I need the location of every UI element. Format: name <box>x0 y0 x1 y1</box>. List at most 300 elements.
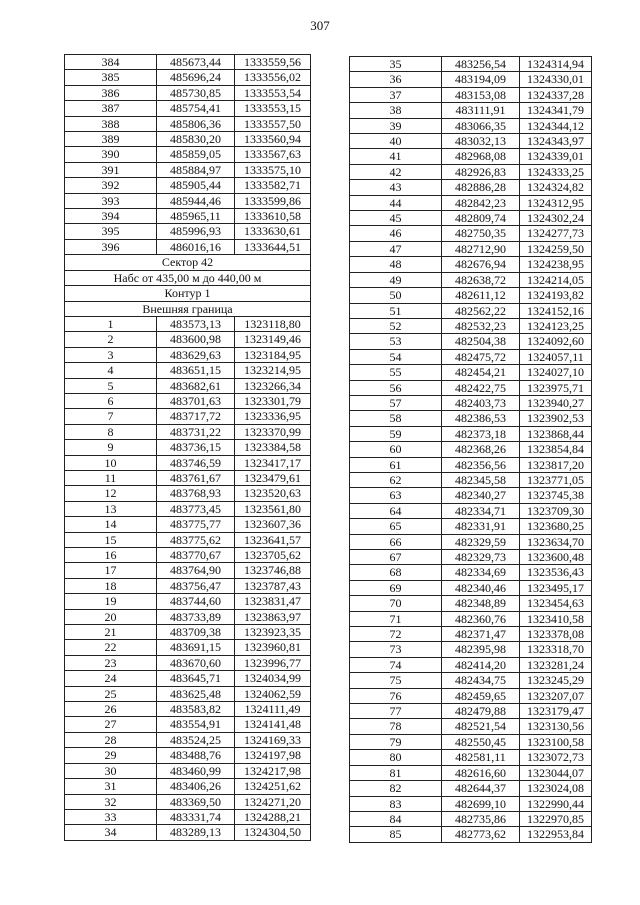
point-number-cell: 57 <box>350 395 442 410</box>
x-coordinate-cell: 483289,13 <box>157 825 235 840</box>
y-coordinate-cell: 1323378,08 <box>520 627 592 642</box>
point-number-cell: 27 <box>65 717 157 732</box>
y-coordinate-cell: 1324214,05 <box>520 272 592 287</box>
point-number-cell: 11 <box>65 470 157 485</box>
y-coordinate-cell: 1324304,50 <box>235 825 311 840</box>
table-row <box>350 550 592 565</box>
x-coordinate-cell: 482345,58 <box>442 472 520 487</box>
point-number-cell: 29 <box>65 748 157 763</box>
table-row <box>65 825 311 840</box>
table-row <box>350 118 592 133</box>
table-row <box>65 809 311 824</box>
x-coordinate-cell: 482699,10 <box>442 796 520 811</box>
table-row <box>350 657 592 672</box>
y-coordinate-cell: 1324141,48 <box>235 717 311 732</box>
y-coordinate-cell: 1323281,24 <box>520 657 592 672</box>
table-row <box>65 625 311 640</box>
table-row <box>350 488 592 503</box>
point-number-cell: 40 <box>350 134 442 149</box>
point-number-cell: 54 <box>350 349 442 364</box>
x-coordinate-cell: 482434,75 <box>442 673 520 688</box>
point-number-cell: 77 <box>350 704 442 719</box>
table-row <box>65 424 311 439</box>
table-row <box>350 688 592 703</box>
point-number-cell: 35 <box>350 57 442 72</box>
y-coordinate-cell: 1324027,10 <box>520 365 592 380</box>
table-row <box>65 409 311 424</box>
table-row <box>350 642 592 657</box>
point-number-cell: 84 <box>350 811 442 826</box>
x-coordinate-cell: 482329,73 <box>442 550 520 565</box>
y-coordinate-cell: 1323024,08 <box>520 781 592 796</box>
point-number-cell: 62 <box>350 472 442 487</box>
point-number-cell: 8 <box>65 424 157 439</box>
x-coordinate-cell: 482638,72 <box>442 272 520 287</box>
point-number-cell: 61 <box>350 457 442 472</box>
x-coordinate-cell: 483768,93 <box>157 486 235 501</box>
y-coordinate-cell: 1333560,94 <box>235 132 311 147</box>
point-number-cell: 74 <box>350 657 442 672</box>
table-row <box>65 501 311 516</box>
point-number-cell: 44 <box>350 195 442 210</box>
x-coordinate-cell: 483583,82 <box>157 702 235 717</box>
contour-title: Контур 1 <box>65 286 311 301</box>
y-coordinate-cell: 1324057,11 <box>520 349 592 364</box>
y-coordinate-cell: 1324330,01 <box>520 72 592 87</box>
point-number-cell: 10 <box>65 455 157 470</box>
x-coordinate-cell: 483651,15 <box>157 363 235 378</box>
point-number-cell: 25 <box>65 686 157 701</box>
table-row <box>65 101 311 116</box>
x-coordinate-cell: 485806,36 <box>157 116 235 131</box>
y-coordinate-cell: 1323960,81 <box>235 640 311 655</box>
point-number-cell: 33 <box>65 809 157 824</box>
y-coordinate-cell: 1322990,44 <box>520 796 592 811</box>
x-coordinate-cell: 483600,98 <box>157 332 235 347</box>
table-row <box>350 704 592 719</box>
x-coordinate-cell: 482750,35 <box>442 226 520 241</box>
point-number-cell: 58 <box>350 411 442 426</box>
table-row <box>350 750 592 765</box>
table-row <box>65 393 311 408</box>
point-number-cell: 34 <box>65 825 157 840</box>
table-row <box>65 147 311 162</box>
table-row <box>65 116 311 131</box>
table-row <box>65 702 311 717</box>
table-row <box>350 503 592 518</box>
x-coordinate-cell: 483625,48 <box>157 686 235 701</box>
x-coordinate-cell: 483111,91 <box>442 103 520 118</box>
table-row <box>350 272 592 287</box>
point-number-cell: 68 <box>350 565 442 580</box>
y-coordinate-cell: 1324259,50 <box>520 241 592 256</box>
point-number-cell: 82 <box>350 781 442 796</box>
x-coordinate-cell: 482356,56 <box>442 457 520 472</box>
y-coordinate-cell: 1324288,21 <box>235 809 311 824</box>
x-coordinate-cell: 482676,94 <box>442 257 520 272</box>
y-coordinate-cell: 1324339,01 <box>520 149 592 164</box>
y-coordinate-cell: 1323923,35 <box>235 625 311 640</box>
contour-title-row <box>65 286 311 301</box>
table-row <box>65 609 311 624</box>
table-row <box>350 164 592 179</box>
y-coordinate-cell: 1323817,20 <box>520 457 592 472</box>
x-coordinate-cell: 482562,22 <box>442 303 520 318</box>
point-number-cell: 76 <box>350 688 442 703</box>
table-row <box>350 180 592 195</box>
y-coordinate-cell: 1324314,94 <box>520 57 592 72</box>
y-coordinate-cell: 1324197,98 <box>235 748 311 763</box>
y-coordinate-cell: 1323318,70 <box>520 642 592 657</box>
y-coordinate-cell: 1324034,99 <box>235 671 311 686</box>
y-coordinate-cell: 1323410,58 <box>520 611 592 626</box>
sector-subtitle: Набс от 435,00 м до 440,00 м <box>65 270 311 285</box>
point-number-cell: 19 <box>65 594 157 609</box>
x-coordinate-cell: 485859,05 <box>157 147 235 162</box>
point-number-cell: 69 <box>350 580 442 595</box>
point-number-cell: 47 <box>350 241 442 256</box>
page-number: 307 <box>310 18 330 33</box>
table-row <box>350 72 592 87</box>
table-row <box>350 149 592 164</box>
point-number-cell: 75 <box>350 673 442 688</box>
point-number-cell: 392 <box>65 178 157 193</box>
x-coordinate-cell: 483773,45 <box>157 501 235 516</box>
left-coordinates-table <box>64 54 311 841</box>
table-row <box>350 442 592 457</box>
x-coordinate-cell: 482331,91 <box>442 519 520 534</box>
contour-subtitle: Внешняя граница <box>65 301 311 316</box>
x-coordinate-cell: 482422,75 <box>442 380 520 395</box>
point-number-cell: 13 <box>65 501 157 516</box>
table-row <box>350 565 592 580</box>
point-number-cell: 65 <box>350 519 442 534</box>
point-number-cell: 37 <box>350 87 442 102</box>
sector-title-row <box>65 255 311 270</box>
y-coordinate-cell: 1324092,60 <box>520 334 592 349</box>
point-number-cell: 39 <box>350 118 442 133</box>
y-coordinate-cell: 1323940,27 <box>520 395 592 410</box>
point-number-cell: 393 <box>65 193 157 208</box>
point-number-cell: 3 <box>65 347 157 362</box>
point-number-cell: 78 <box>350 719 442 734</box>
table-row <box>350 734 592 749</box>
table-row <box>350 811 592 826</box>
x-coordinate-cell: 483629,63 <box>157 347 235 362</box>
table-row <box>350 134 592 149</box>
y-coordinate-cell: 1323179,47 <box>520 704 592 719</box>
table-row <box>65 578 311 593</box>
y-coordinate-cell: 1323607,36 <box>235 517 311 532</box>
y-coordinate-cell: 1323072,73 <box>520 750 592 765</box>
point-number-cell: 28 <box>65 732 157 747</box>
y-coordinate-cell: 1323561,80 <box>235 501 311 516</box>
table-row <box>350 288 592 303</box>
x-coordinate-cell: 482403,73 <box>442 395 520 410</box>
x-coordinate-cell: 483736,15 <box>157 440 235 455</box>
point-number-cell: 55 <box>350 365 442 380</box>
y-coordinate-cell: 1324193,82 <box>520 288 592 303</box>
y-coordinate-cell: 1322953,84 <box>520 827 592 842</box>
x-coordinate-cell: 483761,67 <box>157 470 235 485</box>
table-row <box>65 332 311 347</box>
point-number-cell: 30 <box>65 763 157 778</box>
y-coordinate-cell: 1323975,71 <box>520 380 592 395</box>
table-row <box>65 209 311 224</box>
x-coordinate-cell: 483746,59 <box>157 455 235 470</box>
y-coordinate-cell: 1323118,80 <box>235 316 311 331</box>
point-number-cell: 36 <box>350 72 442 87</box>
x-coordinate-cell: 485830,20 <box>157 132 235 147</box>
point-number-cell: 4 <box>65 363 157 378</box>
x-coordinate-cell: 482644,37 <box>442 781 520 796</box>
table-row <box>350 534 592 549</box>
point-number-cell: 20 <box>65 609 157 624</box>
x-coordinate-cell: 483488,76 <box>157 748 235 763</box>
table-row <box>350 241 592 256</box>
sector-subtitle-row <box>65 270 311 285</box>
x-coordinate-cell: 483682,61 <box>157 378 235 393</box>
table-row <box>350 719 592 734</box>
table-row <box>350 457 592 472</box>
y-coordinate-cell: 1323184,95 <box>235 347 311 362</box>
table-row <box>350 87 592 102</box>
point-number-cell: 23 <box>65 655 157 670</box>
y-coordinate-cell: 1333582,71 <box>235 178 311 193</box>
x-coordinate-cell: 483331,74 <box>157 809 235 824</box>
x-coordinate-cell: 482334,71 <box>442 503 520 518</box>
table-row <box>65 378 311 393</box>
y-coordinate-cell: 1333610,58 <box>235 209 311 224</box>
x-coordinate-cell: 483406,26 <box>157 779 235 794</box>
y-coordinate-cell: 1324337,28 <box>520 87 592 102</box>
table-row <box>350 765 592 780</box>
x-coordinate-cell: 485696,24 <box>157 70 235 85</box>
point-number-cell: 42 <box>350 164 442 179</box>
table-row <box>350 472 592 487</box>
table-row <box>65 732 311 747</box>
point-number-cell: 6 <box>65 393 157 408</box>
table-row <box>65 70 311 85</box>
x-coordinate-cell: 482968,08 <box>442 149 520 164</box>
table-row <box>65 794 311 809</box>
y-coordinate-cell: 1324312,95 <box>520 195 592 210</box>
x-coordinate-cell: 483194,09 <box>442 72 520 87</box>
x-coordinate-cell: 482459,65 <box>442 688 520 703</box>
point-number-cell: 56 <box>350 380 442 395</box>
point-number-cell: 38 <box>350 103 442 118</box>
point-number-cell: 391 <box>65 162 157 177</box>
x-coordinate-cell: 483717,72 <box>157 409 235 424</box>
table-row <box>350 827 592 842</box>
point-number-cell: 22 <box>65 640 157 655</box>
table-row <box>350 365 592 380</box>
table-row <box>350 103 592 118</box>
y-coordinate-cell: 1323384,58 <box>235 440 311 455</box>
y-coordinate-cell: 1323863,97 <box>235 609 311 624</box>
x-coordinate-cell: 483460,99 <box>157 763 235 778</box>
table-row <box>350 257 592 272</box>
y-coordinate-cell: 1324152,16 <box>520 303 592 318</box>
point-number-cell: 386 <box>65 85 157 100</box>
point-number-cell: 50 <box>350 288 442 303</box>
table-row <box>350 318 592 333</box>
y-coordinate-cell: 1323130,56 <box>520 719 592 734</box>
x-coordinate-cell: 482329,59 <box>442 534 520 549</box>
table-row <box>65 686 311 701</box>
y-coordinate-cell: 1323417,17 <box>235 455 311 470</box>
y-coordinate-cell: 1333567,63 <box>235 147 311 162</box>
x-coordinate-cell: 486016,16 <box>157 239 235 254</box>
table-row <box>350 380 592 395</box>
point-number-cell: 389 <box>65 132 157 147</box>
x-coordinate-cell: 482454,21 <box>442 365 520 380</box>
point-number-cell: 60 <box>350 442 442 457</box>
x-coordinate-cell: 482479,88 <box>442 704 520 719</box>
x-coordinate-cell: 482348,89 <box>442 596 520 611</box>
table-row <box>350 211 592 226</box>
point-number-cell: 21 <box>65 625 157 640</box>
y-coordinate-cell: 1333553,15 <box>235 101 311 116</box>
y-coordinate-cell: 1324238,95 <box>520 257 592 272</box>
x-coordinate-cell: 482504,38 <box>442 334 520 349</box>
table-row <box>65 178 311 193</box>
x-coordinate-cell: 482550,45 <box>442 734 520 749</box>
y-coordinate-cell: 1324343,97 <box>520 134 592 149</box>
table-row <box>65 748 311 763</box>
x-coordinate-cell: 483764,90 <box>157 563 235 578</box>
table-row <box>65 85 311 100</box>
right-table-rows <box>350 57 592 843</box>
y-coordinate-cell: 1324111,49 <box>235 702 311 717</box>
y-coordinate-cell: 1333557,50 <box>235 116 311 131</box>
point-number-cell: 59 <box>350 426 442 441</box>
x-coordinate-cell: 483369,50 <box>157 794 235 809</box>
x-coordinate-cell: 483733,89 <box>157 609 235 624</box>
x-coordinate-cell: 482373,18 <box>442 426 520 441</box>
x-coordinate-cell: 483066,35 <box>442 118 520 133</box>
y-coordinate-cell: 1323600,48 <box>520 550 592 565</box>
table-row <box>65 316 311 331</box>
x-coordinate-cell: 483573,13 <box>157 316 235 331</box>
y-coordinate-cell: 1323902,53 <box>520 411 592 426</box>
table-row <box>65 486 311 501</box>
y-coordinate-cell: 1324333,25 <box>520 164 592 179</box>
table-row <box>65 470 311 485</box>
table-row <box>65 517 311 532</box>
table-row <box>65 193 311 208</box>
x-coordinate-cell: 482616,60 <box>442 765 520 780</box>
table-row <box>65 55 311 70</box>
table-row <box>350 796 592 811</box>
x-coordinate-cell: 482360,76 <box>442 611 520 626</box>
y-coordinate-cell: 1323746,88 <box>235 563 311 578</box>
point-number-cell: 24 <box>65 671 157 686</box>
x-coordinate-cell: 482521,54 <box>442 719 520 734</box>
point-number-cell: 51 <box>350 303 442 318</box>
y-coordinate-cell: 1323245,29 <box>520 673 592 688</box>
y-coordinate-cell: 1323745,38 <box>520 488 592 503</box>
point-number-cell: 15 <box>65 532 157 547</box>
y-coordinate-cell: 1324324,82 <box>520 180 592 195</box>
table-row <box>65 594 311 609</box>
left-table-bottom-rows <box>65 316 311 840</box>
y-coordinate-cell: 1324341,79 <box>520 103 592 118</box>
x-coordinate-cell: 483645,71 <box>157 671 235 686</box>
table-row <box>65 563 311 578</box>
table-row <box>350 580 592 595</box>
table-row <box>350 627 592 642</box>
point-number-cell: 16 <box>65 548 157 563</box>
y-coordinate-cell: 1323709,30 <box>520 503 592 518</box>
y-coordinate-cell: 1324062,59 <box>235 686 311 701</box>
y-coordinate-cell: 1323854,84 <box>520 442 592 457</box>
table-row <box>65 640 311 655</box>
point-number-cell: 73 <box>350 642 442 657</box>
point-number-cell: 71 <box>350 611 442 626</box>
x-coordinate-cell: 483524,25 <box>157 732 235 747</box>
point-number-cell: 18 <box>65 578 157 593</box>
point-number-cell: 5 <box>65 378 157 393</box>
point-number-cell: 12 <box>65 486 157 501</box>
x-coordinate-cell: 485754,41 <box>157 101 235 116</box>
point-number-cell: 81 <box>350 765 442 780</box>
y-coordinate-cell: 1324251,62 <box>235 779 311 794</box>
x-coordinate-cell: 485944,46 <box>157 193 235 208</box>
x-coordinate-cell: 482475,72 <box>442 349 520 364</box>
point-number-cell: 41 <box>350 149 442 164</box>
x-coordinate-cell: 483153,08 <box>442 87 520 102</box>
right-coordinates-table <box>349 56 592 843</box>
point-number-cell: 14 <box>65 517 157 532</box>
y-coordinate-cell: 1324217,98 <box>235 763 311 778</box>
y-coordinate-cell: 1323495,17 <box>520 580 592 595</box>
y-coordinate-cell: 1324271,20 <box>235 794 311 809</box>
y-coordinate-cell: 1333559,56 <box>235 55 311 70</box>
y-coordinate-cell: 1323787,43 <box>235 578 311 593</box>
x-coordinate-cell: 482809,74 <box>442 211 520 226</box>
y-coordinate-cell: 1323479,61 <box>235 470 311 485</box>
point-number-cell: 390 <box>65 147 157 162</box>
x-coordinate-cell: 485996,93 <box>157 224 235 239</box>
y-coordinate-cell: 1333630,61 <box>235 224 311 239</box>
point-number-cell: 45 <box>350 211 442 226</box>
contour-subtitle-row <box>65 301 311 316</box>
point-number-cell: 17 <box>65 563 157 578</box>
table-row <box>350 349 592 364</box>
point-number-cell: 49 <box>350 272 442 287</box>
y-coordinate-cell: 1323214,95 <box>235 363 311 378</box>
x-coordinate-cell: 482368,26 <box>442 442 520 457</box>
y-coordinate-cell: 1323634,70 <box>520 534 592 549</box>
point-number-cell: 79 <box>350 734 442 749</box>
table-row <box>65 132 311 147</box>
point-number-cell: 396 <box>65 239 157 254</box>
point-number-cell: 43 <box>350 180 442 195</box>
y-coordinate-cell: 1323520,63 <box>235 486 311 501</box>
table-row <box>65 548 311 563</box>
point-number-cell: 85 <box>350 827 442 842</box>
table-row <box>350 226 592 241</box>
point-number-cell: 72 <box>350 627 442 642</box>
x-coordinate-cell: 483256,54 <box>442 57 520 72</box>
x-coordinate-cell: 483670,60 <box>157 655 235 670</box>
point-number-cell: 52 <box>350 318 442 333</box>
x-coordinate-cell: 482386,53 <box>442 411 520 426</box>
table-row <box>350 611 592 626</box>
point-number-cell: 26 <box>65 702 157 717</box>
x-coordinate-cell: 483709,38 <box>157 625 235 640</box>
